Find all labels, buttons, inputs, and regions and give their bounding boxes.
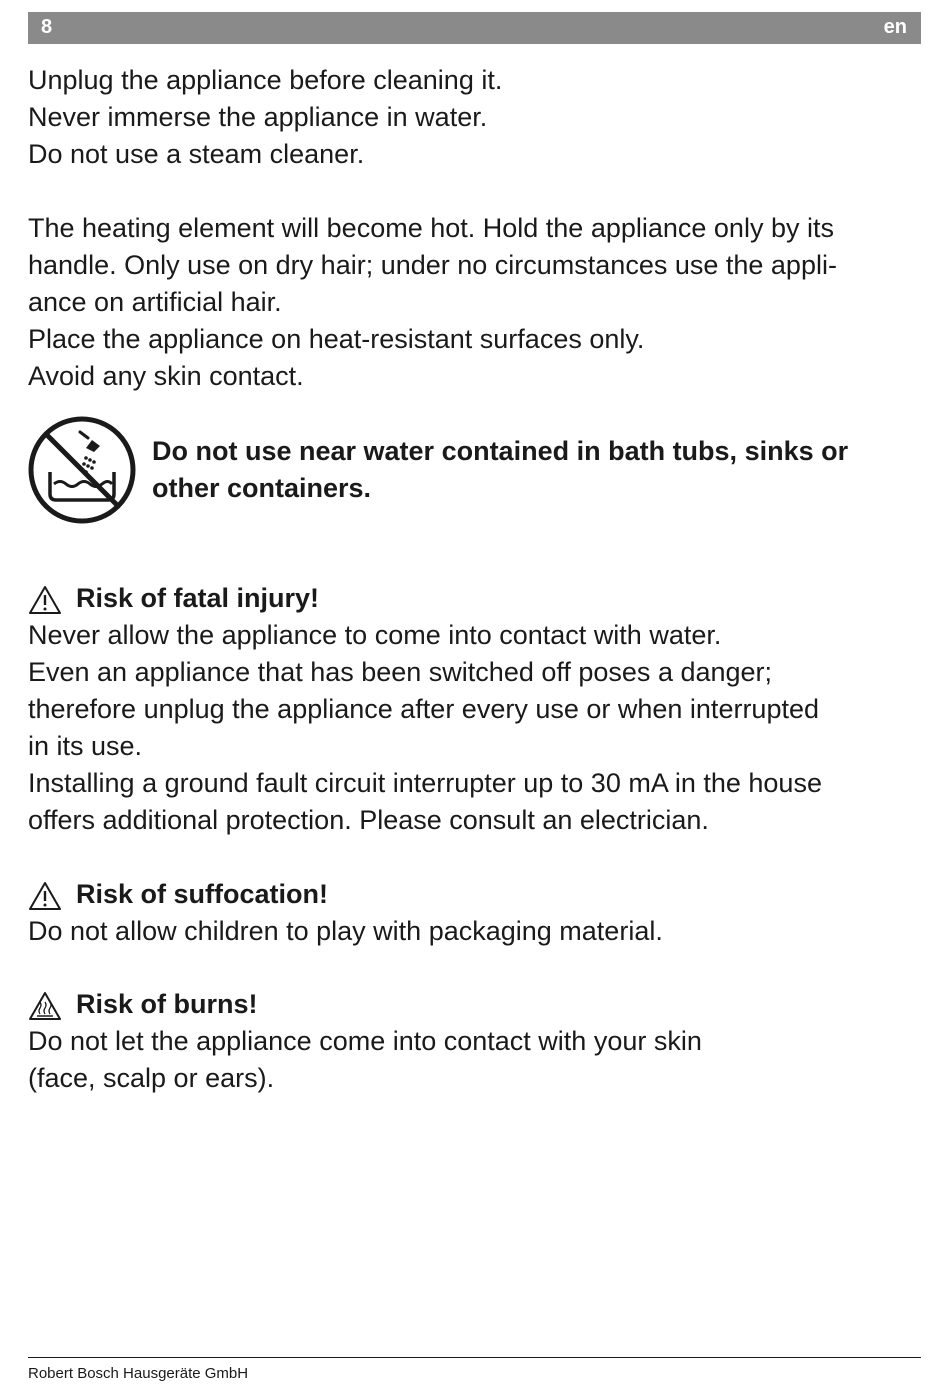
text-line: Even an appliance that has been switched off poses a danger;	[28, 657, 773, 687]
hot-surface-warning-icon	[28, 991, 62, 1021]
text-line: (face, scalp or ears).	[28, 1063, 275, 1093]
text-line: Never allow the appliance to come into contact with water.	[28, 620, 722, 650]
fatal-injury-text	[28, 617, 920, 839]
text-line: therefore unplug the appliance after every use or when interrupted	[28, 694, 820, 724]
text-line: Installing a ground fault circuit interrupter up to 30 mA in the house	[28, 768, 822, 798]
text-line: ance on artificial hair.	[28, 287, 282, 317]
warning-triangle-icon	[28, 881, 62, 911]
no-water-bath-icon	[28, 416, 136, 524]
text-line: Do not use near water contained in bath tubs, sinks or	[152, 436, 849, 466]
text-line: handle. Only use on dry hair; under no circumstances use the appli-	[28, 250, 837, 280]
text-line: Do not allow children to play with packaging material.	[28, 916, 663, 946]
text-line: Never immerse the appliance in water.	[28, 102, 488, 132]
footer-divider	[28, 1357, 921, 1358]
language-code: en	[883, 16, 907, 38]
warning-triangle-icon	[28, 585, 62, 615]
footer-company: Robert Bosch Hausgeräte GmbH	[28, 1365, 249, 1382]
text-line: Unplug the appliance before cleaning it.	[28, 65, 503, 95]
text-line: Do not let the appliance come into contact with your skin	[28, 1026, 702, 1056]
suffocation-text	[28, 913, 920, 950]
burns-text	[28, 1023, 920, 1097]
text-line: other containers.	[152, 473, 372, 503]
text-line: Do not use a steam cleaner.	[28, 139, 365, 169]
water-warning-text	[152, 433, 922, 507]
cleaning-instructions	[28, 62, 920, 173]
text-line: offers additional protection. Please consult an electrician.	[28, 805, 709, 835]
page-header-bar	[28, 12, 921, 44]
text-line: Place the appliance on heat-resistant surfaces only.	[28, 324, 645, 354]
text-line: Avoid any skin contact.	[28, 361, 304, 391]
text-line: in its use.	[28, 731, 143, 761]
page-number: 8	[41, 16, 53, 38]
suffocation-title: Risk of suffocation!	[76, 879, 329, 909]
text-line: The heating element will become hot. Hold the appliance only by its	[28, 213, 834, 243]
heating-instructions	[28, 210, 920, 395]
burns-title: Risk of burns!	[76, 989, 258, 1019]
fatal-injury-title: Risk of fatal injury!	[76, 583, 320, 613]
